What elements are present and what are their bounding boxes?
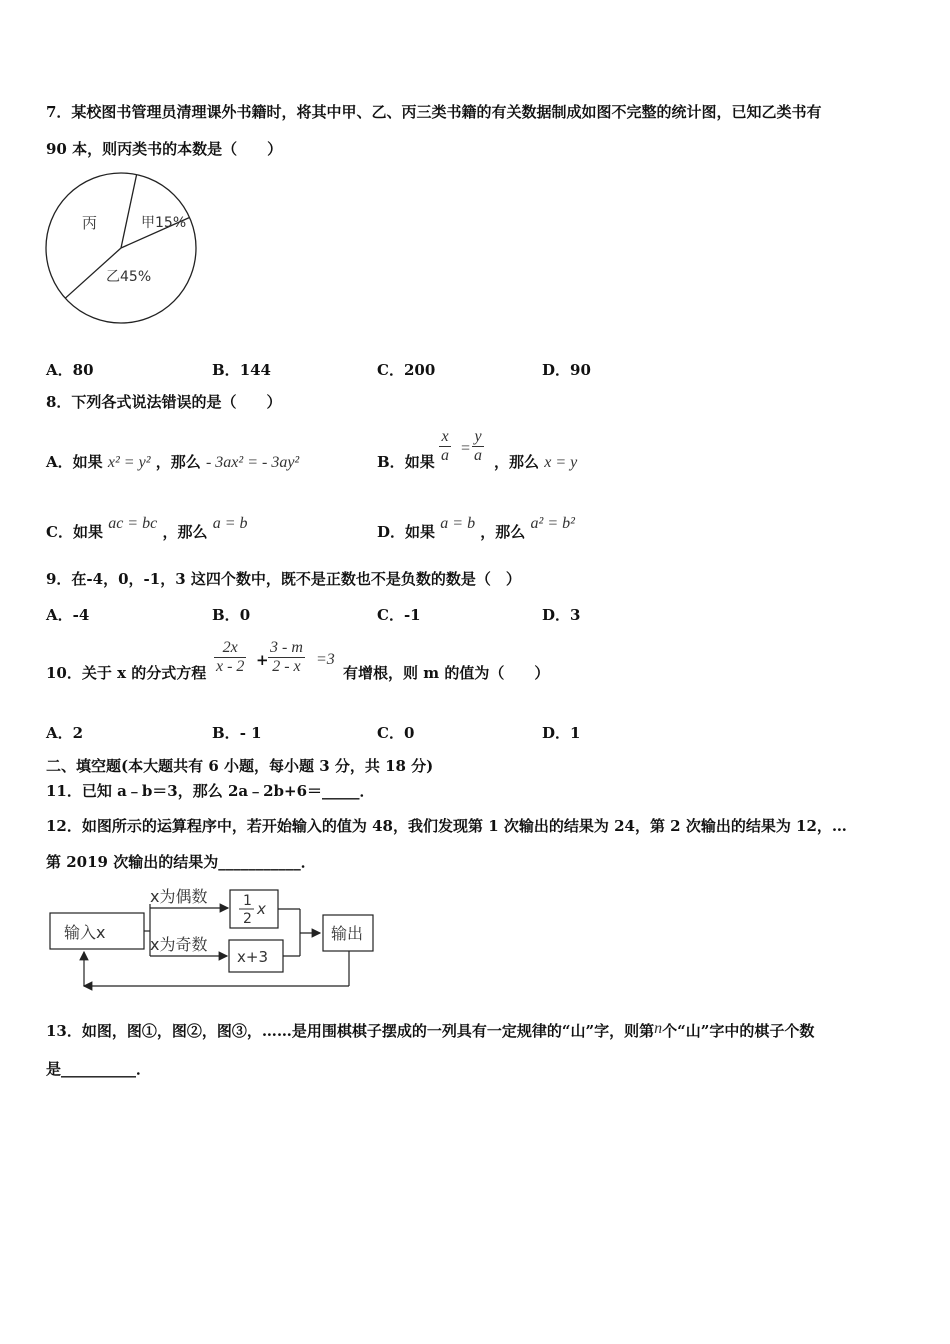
q12-stem-line1: 12．如图所示的运算程序中，若开始输入的值为 48，我们发现第 1 次输出的结果为 24，第 2 次输出的结果为 12，… <box>46 817 847 835</box>
q7-option-d: D．90 <box>542 361 591 379</box>
q9-option-a: A．-4 <box>46 606 90 624</box>
q13-stem-line2: 是__________． <box>46 1060 152 1078</box>
q7-pie-chart <box>44 170 200 326</box>
pie-label-yi: 乙45% <box>106 269 152 285</box>
q8-a-result: - 3ax² = - 3ay² <box>205 454 300 471</box>
q7-option-b: B．144 <box>212 361 271 379</box>
q8-option-d: D．如果 a = b ，那么 a² = b² <box>377 515 575 541</box>
q10-option-b: B．- 1 <box>212 724 262 742</box>
q9-stem: 9．在-4，0，-1，3 这四个数中，既不是正数也不是负数的数是（ ） <box>46 570 521 588</box>
flow-half-num: 1 <box>243 893 252 909</box>
q10-option-c: C．0 <box>377 724 415 742</box>
q8-b-fraction-left: $\frac{x}{a}$ <box>441 428 449 464</box>
q11-stem: 11．已知 a﹣b＝3，那么 2a﹣2b+6＝_____． <box>46 782 375 800</box>
q7-option-c: C．200 <box>377 361 436 379</box>
q10-stem-pre: 10．关于 x 的分式方程 <box>46 664 207 682</box>
pie-label-jia: 甲15% <box>141 215 187 231</box>
q13-variable-n: n <box>654 1020 663 1037</box>
q9-option-b: B．0 <box>212 606 251 624</box>
q8-b-fraction-right: $\frac{y}{a}$ <box>474 428 482 464</box>
pie-label-bing: 丙 <box>82 214 98 232</box>
q7-stem-line1: 7．某校图书管理员清理课外书籍时，将其中甲、乙、丙三类书籍的有关数据制成如图不完整的统计图，已知乙类书有 <box>46 103 822 121</box>
flow-half-den: 2 <box>243 911 252 927</box>
flow-input-label: 输入x <box>64 923 106 942</box>
q10-option-a: A．2 <box>46 724 84 742</box>
q10-plus: + <box>256 651 269 669</box>
q10-option-d: D．1 <box>542 724 581 742</box>
q13-stem-line1: 13．如图，图①，图②，图③，……是用围棋棋子摆成的一列具有一定规律的“山”字，则第n个“山”字中的棋子个数 <box>46 1020 815 1040</box>
q12-flowchart <box>44 882 384 994</box>
q8-a-condition: x² = y² <box>107 454 151 471</box>
q10-fraction-1: $\frac{2x}{x - 2}$ <box>216 639 245 675</box>
flow-plus3-label: x+3 <box>237 948 268 966</box>
q9-option-c: C．-1 <box>377 606 421 624</box>
flow-half-x: x <box>257 900 266 918</box>
q10-stem-post: 有增根，则 m 的值为（ ） <box>343 664 550 682</box>
q8-option-c: C．如果 ac = bc ，那么 a = b <box>46 515 248 541</box>
flow-output-label: 输出 <box>331 924 364 943</box>
q7-stem-line2: 90 本，则丙类书的本数是（ ） <box>46 140 283 158</box>
q8-option-b-rest: ，那么 x = y <box>494 453 578 471</box>
q8-b-equals: = <box>460 440 471 457</box>
q12-stem-line2: 第 2019 次输出的结果为___________． <box>46 853 316 871</box>
section-2-heading: 二、填空题(本大题共有 6 小题，每小题 3 分，共 18 分) <box>46 757 434 775</box>
flow-odd-label: x为奇数 <box>150 935 208 954</box>
q8-option-a: A．如果 x² = y² ，那么 - 3ax² = - 3ay² <box>46 453 300 471</box>
q8-stem: 8．下列各式说法错误的是（ ） <box>46 393 282 411</box>
flow-even-label: x为偶数 <box>150 887 208 906</box>
q7-option-a: A．80 <box>46 361 94 379</box>
q10-equals: =3 <box>316 651 335 668</box>
q10-fraction-2: $\frac{3 - m}{2 - x}$ <box>270 639 303 675</box>
q8-option-b-label: B．如果 <box>377 453 435 471</box>
q9-option-d: D．3 <box>542 606 581 624</box>
